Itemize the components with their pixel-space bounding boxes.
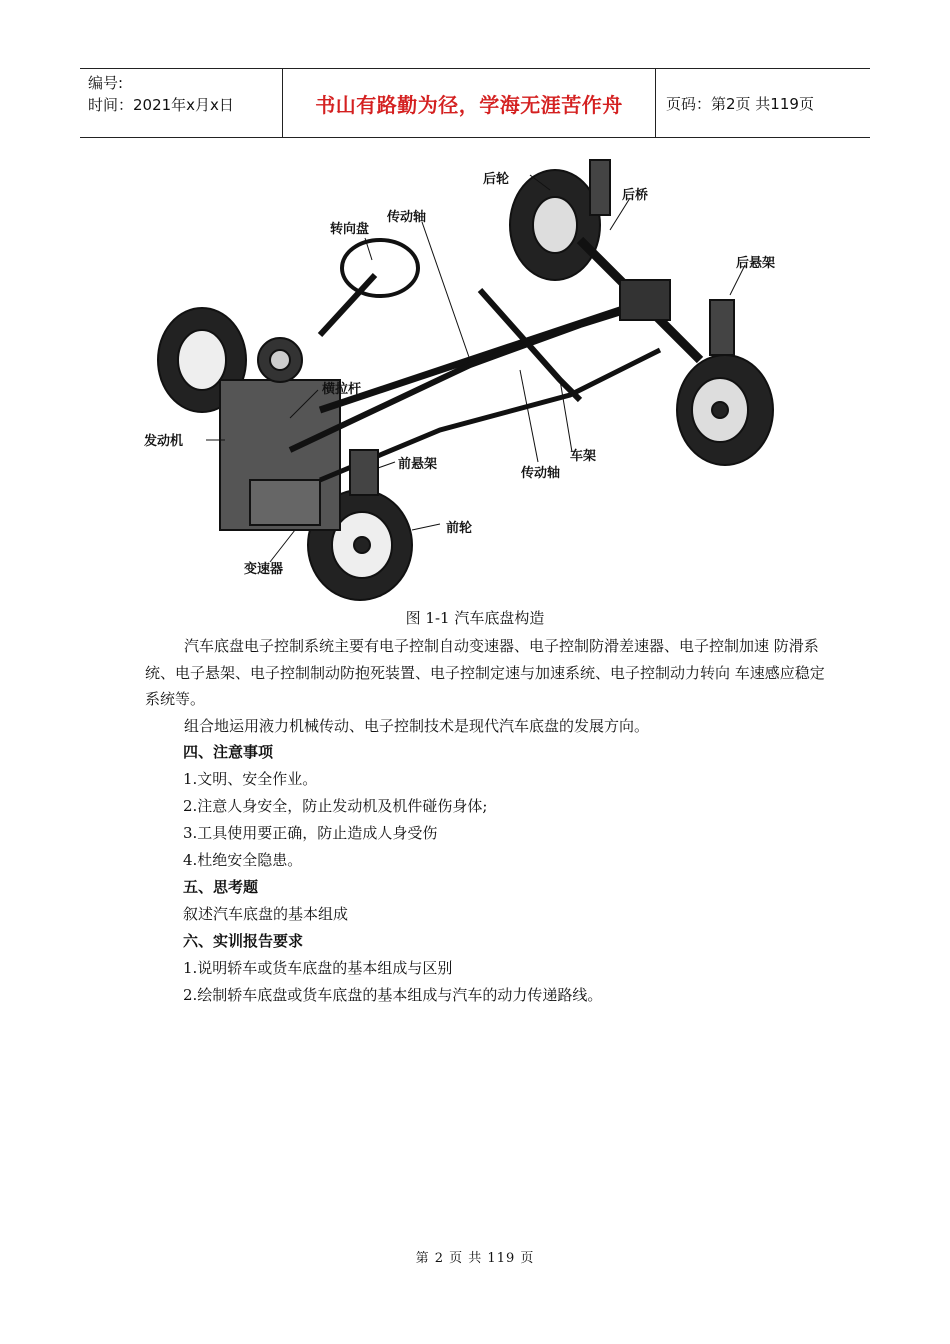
list-item: 4.杜绝安全隐患。	[183, 851, 303, 869]
serial-label: 编号:	[88, 74, 124, 92]
label-steering-wheel: 转向盘	[330, 222, 370, 237]
list-item: 1.文明、安全作业。	[183, 770, 318, 788]
label-front-wheel: 前轮	[446, 521, 473, 536]
label-frame: 车架	[570, 449, 597, 464]
label-transmission: 变速器	[244, 562, 284, 577]
header-motto: 书山有路勤为径，学海无涯苦作舟	[282, 69, 656, 137]
time-label: 时间：2021年x月x日	[88, 96, 234, 114]
page-footer: 第 2 页 共 119 页	[415, 1251, 535, 1266]
section-4-heading: 四、注意事项	[183, 743, 274, 761]
paragraph-1: 汽车底盘电子控制系统主要有电子控制自动变速器、电子控制防滑差速器、电子控制加速 防滑系统、电子悬架、电子控制制动防抱死装置、电子控制定速与加速系统、电子控制动力转向 车速感应稳定系统等。	[145, 637, 825, 708]
list-item: 1.说明轿车或货车底盘的基本组成与区别	[183, 959, 453, 977]
header-page-label: 页码：第2页 共119页	[666, 94, 814, 113]
section-5-heading: 五、思考题	[183, 878, 259, 896]
label-drive-shaft-top: 传动轴	[387, 210, 427, 225]
list-item: 2.绘制轿车底盘或货车底盘的基本组成与汽车的动力传递路线。	[183, 986, 603, 1004]
label-front-suspension: 前悬架	[398, 457, 438, 472]
list-item: 3.工具使用要正确，防止造成人身受伤	[183, 824, 438, 842]
figure-caption: 图 1-1 汽车底盘构造	[405, 609, 545, 627]
section-6-heading: 六、实训报告要求	[183, 932, 304, 950]
chassis-illustration	[140, 150, 800, 605]
label-rear-axle: 后桥	[622, 188, 649, 203]
label-rear-suspension: 后悬架	[736, 256, 776, 271]
chassis-figure	[140, 150, 800, 605]
list-item: 2.注意人身安全，防止发动机及机件碰伤身体;	[183, 797, 488, 815]
label-engine: 发动机	[144, 434, 184, 449]
body-content	[145, 633, 825, 1009]
page-header	[80, 68, 870, 138]
label-drive-shaft-bottom: 传动轴	[521, 466, 561, 481]
header-meta	[80, 69, 282, 137]
label-tie-rod: 横拉杆	[322, 382, 362, 397]
paragraph-2: 组合地运用液力机械传动、电子控制技术是现代汽车底盘的发展方向。	[184, 716, 650, 735]
question-text: 叙述汽车底盘的基本组成	[183, 905, 349, 923]
label-rear-wheel: 后轮	[483, 172, 510, 187]
